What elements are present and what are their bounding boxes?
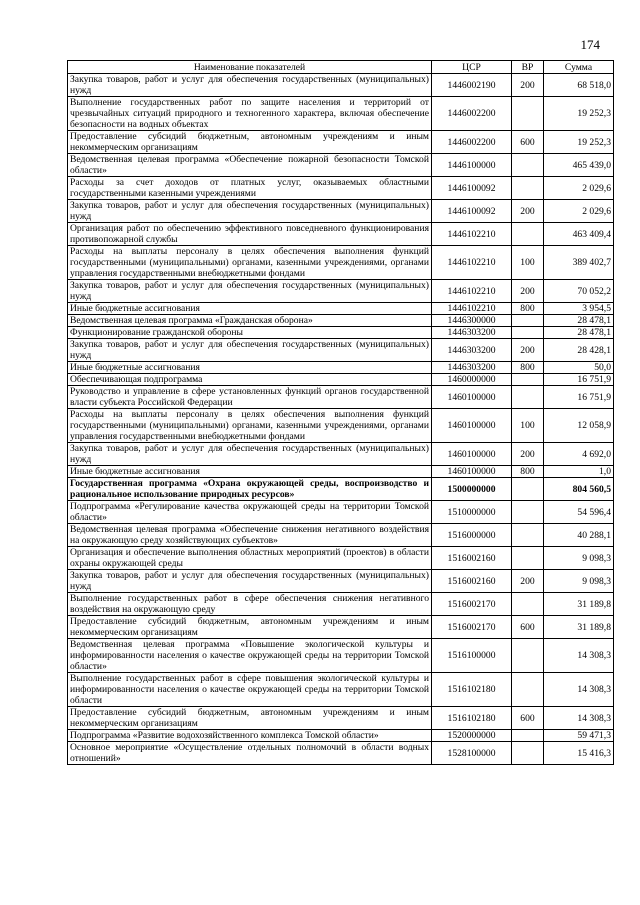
row-vr (512, 673, 544, 707)
row-sum: 28 478,1 (544, 315, 614, 327)
row-name: Иные бюджетные ассигнования (68, 466, 432, 478)
row-csr: 1446303200 (432, 327, 512, 339)
row-csr: 1446002200 (432, 131, 512, 154)
row-sum: 59 471,3 (544, 730, 614, 742)
row-csr: 1460000000 (432, 374, 512, 386)
row-sum: 4 692,0 (544, 443, 614, 466)
row-csr: 1516002170 (432, 616, 512, 639)
header-name: Наименование показателей (68, 61, 432, 74)
table-row (68, 327, 614, 339)
row-csr: 1446100092 (432, 200, 512, 223)
row-name: Функционирование гражданской обороны (68, 327, 432, 339)
row-vr: 600 (512, 707, 544, 730)
row-vr (512, 742, 544, 765)
row-name: Ведомственная целевая программа «Обеспечение снижения негативного воздействия на окружающую среду хозяйствующих субъектов» (68, 524, 432, 547)
row-csr: 1446100092 (432, 177, 512, 200)
row-vr: 200 (512, 339, 544, 362)
row-csr: 1516002160 (432, 547, 512, 570)
row-name: Закупка товаров, работ и услуг для обеспечения государственных (муниципальных) нужд (68, 74, 432, 97)
row-sum: 40 288,1 (544, 524, 614, 547)
row-sum: 463 409,4 (544, 223, 614, 246)
row-sum: 2 029,6 (544, 200, 614, 223)
row-vr (512, 547, 544, 570)
table-row (68, 409, 614, 443)
table-row (68, 478, 614, 501)
row-csr: 1516002170 (432, 593, 512, 616)
row-name: Закупка товаров, работ и услуг для обеспечения государственных (муниципальных) нужд (68, 570, 432, 593)
table-row (68, 246, 614, 280)
row-vr: 200 (512, 200, 544, 223)
table-row (68, 639, 614, 673)
row-name: Предоставление субсидий бюджетным, автономным учреждениям и иным некоммерческим организациям (68, 707, 432, 730)
row-sum: 15 416,3 (544, 742, 614, 765)
row-name: Выполнение государственных работ по защите населения и территорий от чрезвычайных ситуаций природного и техногенного характера, включая обеспечение безопасности на водных объектах (68, 97, 432, 131)
row-csr: 1516102180 (432, 707, 512, 730)
row-vr: 200 (512, 570, 544, 593)
row-name: Расходы на выплаты персоналу в целях обеспечения выполнения функций государственными (муниципальными) органами, казенными учреждениями, органами управления государственными внебюджетными фондами (68, 409, 432, 443)
budget-table (67, 60, 614, 765)
table-row (68, 200, 614, 223)
table-row (68, 443, 614, 466)
row-sum: 1,0 (544, 466, 614, 478)
row-vr: 800 (512, 303, 544, 315)
row-sum: 9 098,3 (544, 570, 614, 593)
row-csr: 1446303200 (432, 339, 512, 362)
row-sum: 70 052,2 (544, 280, 614, 303)
table-row (68, 339, 614, 362)
row-vr: 200 (512, 443, 544, 466)
row-vr (512, 478, 544, 501)
row-csr: 1446102210 (432, 246, 512, 280)
header-sum: Сумма (544, 61, 614, 74)
row-vr (512, 524, 544, 547)
row-sum: 14 308,3 (544, 673, 614, 707)
row-csr: 1460100000 (432, 466, 512, 478)
row-name: Закупка товаров, работ и услуг для обеспечения государственных (муниципальных) нужд (68, 339, 432, 362)
table-row (68, 386, 614, 409)
row-vr (512, 327, 544, 339)
table-row (68, 593, 614, 616)
row-name: Руководство и управление в сфере установленных функций органов государственной власти субъекта Российской Федерации (68, 386, 432, 409)
header-vr: ВР (512, 61, 544, 74)
row-sum: 14 308,3 (544, 639, 614, 673)
table-row (68, 466, 614, 478)
row-name: Выполнение государственных работ в сфере обеспечения снижения негативного воздействия на окружающую среду (68, 593, 432, 616)
row-csr: 1516100000 (432, 639, 512, 673)
table-row (68, 154, 614, 177)
row-sum: 31 189,8 (544, 616, 614, 639)
row-csr: 1446002190 (432, 74, 512, 97)
row-name: Ведомственная целевая программа «Гражданская оборона» (68, 315, 432, 327)
row-sum: 19 252,3 (544, 131, 614, 154)
row-csr: 1446300000 (432, 315, 512, 327)
row-name: Расходы на выплаты персоналу в целях обеспечения выполнения функций государственными (муниципальными) органами, казенными учреждениями, органами управления государственными внебюджетными фондами (68, 246, 432, 280)
row-csr: 1520000000 (432, 730, 512, 742)
row-vr: 600 (512, 616, 544, 639)
row-vr (512, 177, 544, 200)
row-sum: 28 478,1 (544, 327, 614, 339)
page-number: 174 (580, 37, 600, 52)
row-name: Предоставление субсидий бюджетным, автономным учреждениям и иным некоммерческим организациям (68, 616, 432, 639)
row-vr (512, 593, 544, 616)
row-name: Закупка товаров, работ и услуг для обеспечения государственных (муниципальных) нужд (68, 443, 432, 466)
row-vr (512, 154, 544, 177)
table-row (68, 616, 614, 639)
row-sum: 16 751,9 (544, 374, 614, 386)
row-csr: 1516102180 (432, 673, 512, 707)
row-vr: 200 (512, 280, 544, 303)
row-csr: 1516000000 (432, 524, 512, 547)
row-csr: 1446102210 (432, 280, 512, 303)
row-name: Выполнение государственных работ в сфере повышения экологической культуры и информированности населения о качестве окружающей среды на территории Томской области (68, 673, 432, 707)
row-sum: 12 058,9 (544, 409, 614, 443)
row-vr: 600 (512, 131, 544, 154)
row-csr: 1500000000 (432, 478, 512, 501)
row-csr: 1510000000 (432, 501, 512, 524)
table-row (68, 131, 614, 154)
table-row (68, 707, 614, 730)
table-row (68, 730, 614, 742)
table-row (68, 673, 614, 707)
row-csr: 1446002200 (432, 97, 512, 131)
row-csr: 1516002160 (432, 570, 512, 593)
row-name: Расходы за счет доходов от платных услуг, оказываемых областными государственными казенными учреждениями (68, 177, 432, 200)
header-row (68, 61, 614, 74)
row-vr (512, 501, 544, 524)
row-sum: 389 402,7 (544, 246, 614, 280)
row-name: Иные бюджетные ассигнования (68, 362, 432, 374)
row-sum: 28 428,1 (544, 339, 614, 362)
row-vr: 100 (512, 246, 544, 280)
table-row (68, 303, 614, 315)
table-row (68, 177, 614, 200)
table-row (68, 374, 614, 386)
row-vr: 200 (512, 74, 544, 97)
row-vr: 800 (512, 466, 544, 478)
row-sum: 50,0 (544, 362, 614, 374)
row-csr: 1446102210 (432, 303, 512, 315)
row-name: Иные бюджетные ассигнования (68, 303, 432, 315)
table-row (68, 524, 614, 547)
row-csr: 1446303200 (432, 362, 512, 374)
row-sum: 2 029,6 (544, 177, 614, 200)
row-vr (512, 223, 544, 246)
row-sum: 804 560,5 (544, 478, 614, 501)
row-sum: 54 596,4 (544, 501, 614, 524)
row-name: Ведомственная целевая программа «Повышение экологической культуры и информированности населения о качестве окружающей среды на территории Томской области» (68, 639, 432, 673)
row-csr: 1460100000 (432, 409, 512, 443)
table-row (68, 742, 614, 765)
row-vr (512, 374, 544, 386)
row-sum: 68 518,0 (544, 74, 614, 97)
row-sum: 9 098,3 (544, 547, 614, 570)
row-name: Ведомственная целевая программа «Обеспечение пожарной безопасности Томской области» (68, 154, 432, 177)
table-row (68, 501, 614, 524)
table-row (68, 570, 614, 593)
header-csr: ЦСР (432, 61, 512, 74)
row-name: Предоставление субсидий бюджетным, автономным учреждениям и иным некоммерческим организациям (68, 131, 432, 154)
row-vr (512, 315, 544, 327)
table-row (68, 315, 614, 327)
row-name: Подпрограмма «Развитие водохозяйственного комплекса Томской области» (68, 730, 432, 742)
row-name: Основное мероприятие «Осуществление отдельных полномочий в области водных отношений» (68, 742, 432, 765)
row-sum: 19 252,3 (544, 97, 614, 131)
row-sum: 14 308,3 (544, 707, 614, 730)
row-name: Организация работ по обеспечению эффективного повседневного функционирования противопожарной службы (68, 223, 432, 246)
row-vr (512, 730, 544, 742)
row-csr: 1460100000 (432, 443, 512, 466)
row-vr (512, 639, 544, 673)
row-name: Обеспечивающая подпрограмма (68, 374, 432, 386)
table-row (68, 547, 614, 570)
row-vr: 100 (512, 409, 544, 443)
row-sum: 465 439,0 (544, 154, 614, 177)
row-csr: 1446100000 (432, 154, 512, 177)
table-row (68, 280, 614, 303)
row-name: Закупка товаров, работ и услуг для обеспечения государственных (муниципальных) нужд (68, 280, 432, 303)
row-vr (512, 386, 544, 409)
row-name: Государственная программа «Охрана окружающей среды, воспроизводство и рациональное использование природных ресурсов» (68, 478, 432, 501)
row-sum: 31 189,8 (544, 593, 614, 616)
row-name: Подпрограмма «Регулирование качества окружающей среды на территории Томской области» (68, 501, 432, 524)
table-row (68, 74, 614, 97)
row-vr: 800 (512, 362, 544, 374)
row-sum: 16 751,9 (544, 386, 614, 409)
row-name: Организация и обеспечение выполнения областных мероприятий (проектов) в области охраны окружающей среды (68, 547, 432, 570)
table-row (68, 97, 614, 131)
row-csr: 1446102210 (432, 223, 512, 246)
row-name: Закупка товаров, работ и услуг для обеспечения государственных (муниципальных) нужд (68, 200, 432, 223)
table-row (68, 362, 614, 374)
row-sum: 3 954,5 (544, 303, 614, 315)
row-csr: 1528100000 (432, 742, 512, 765)
row-csr: 1460100000 (432, 386, 512, 409)
table-row (68, 223, 614, 246)
row-vr (512, 97, 544, 131)
